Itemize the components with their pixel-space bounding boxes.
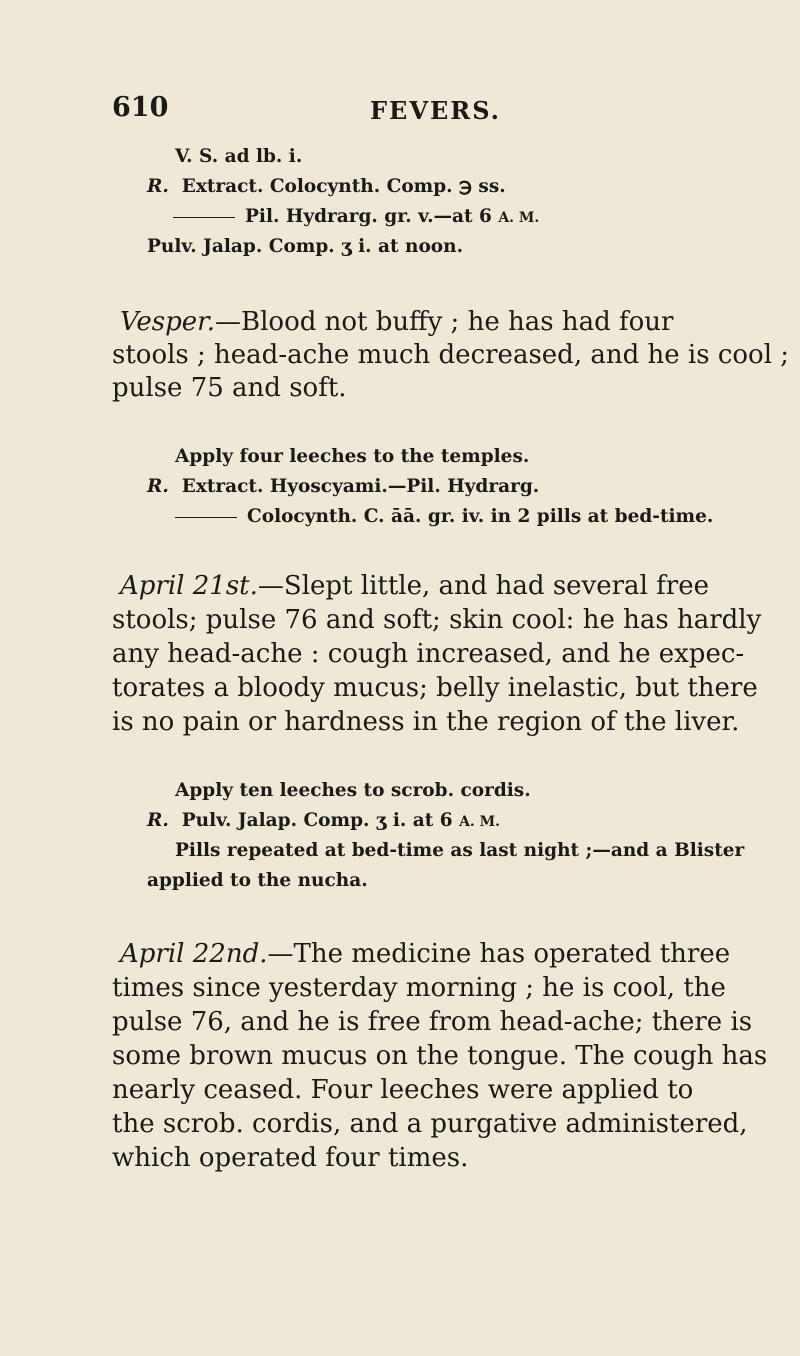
- ditto-rule: [175, 517, 237, 518]
- april22-line-7: which operated four times.: [112, 1143, 469, 1173]
- april22-line-6: the scrob. cordis, and a purgative administered,: [112, 1109, 748, 1139]
- rx3-blister: applied to the nucha.: [147, 870, 368, 891]
- recipe-symbol: R.: [147, 476, 169, 497]
- rx1-extract: Extract. Colocynth. Comp. ℈ ss.: [181, 176, 506, 197]
- vesper-line-1: [120, 306, 673, 338]
- rx1-line-extract: [147, 176, 506, 197]
- rx1-line-pil: [173, 206, 539, 227]
- april21-line-1: [120, 570, 709, 602]
- april22-line-5: nearly ceased. Four leeches were applied to: [112, 1075, 694, 1105]
- page-header: [112, 92, 712, 132]
- vesper-text-1: —Blood not buffy ; he has had four: [215, 307, 674, 337]
- rx2-line-extract: [147, 476, 539, 497]
- april22-line-3: pulse 76, and he is free from head-ache; there is: [112, 1007, 753, 1037]
- page-number: 610: [112, 92, 169, 123]
- rx2-colocynth: Colocynth. C. āā. gr. iv. in 2 pills at bed-time.: [247, 506, 714, 527]
- april22-label: April 22nd.: [120, 939, 268, 969]
- vesper-line-2: stools ; head-ache much decreased, and he is cool ;: [112, 340, 790, 370]
- april21-line-2: stools; pulse 76 and soft; skin cool: he has hardly: [112, 605, 762, 635]
- rx3-leeches: Apply ten leeches to scrob. cordis.: [175, 780, 531, 801]
- rx3-pills: Pills repeated at bed-time as last night ;—and a Blister: [175, 840, 745, 861]
- april22-line-4: some brown mucus on the tongue. The cough has: [112, 1041, 768, 1071]
- rx1-pil: Pil. Hydrarg. gr. v.—at 6: [245, 206, 492, 227]
- april21-label: April 21st.: [120, 571, 258, 601]
- recipe-symbol: R.: [147, 810, 169, 831]
- rx1-venesection: V. S. ad lb. i.: [175, 146, 303, 167]
- april21-line-4: torates a bloody mucus; belly inelastic, but there: [112, 673, 758, 703]
- rx2-leeches: Apply four leeches to the temples.: [175, 446, 530, 467]
- rx2-extract: Extract. Hyoscyami.—Pil. Hydrarg.: [181, 476, 540, 497]
- rx2-line-colocynth: [175, 506, 713, 527]
- april22-text-1: —The medicine has operated three: [267, 939, 731, 969]
- rx3-time: A. M.: [459, 814, 501, 830]
- ditto-rule: [173, 217, 235, 218]
- april21-text-1: —Slept little, and had several free: [257, 571, 709, 601]
- april22-line-2: times since yesterday morning ; he is cool, the: [112, 973, 726, 1003]
- vesper-label: Vesper.: [120, 307, 215, 337]
- rx1-pulv: Pulv. Jalap. Comp. ʒ i. at noon.: [147, 236, 464, 257]
- april21-line-5: is no pain or hardness in the region of the liver.: [112, 707, 740, 737]
- running-head: FEVERS.: [370, 96, 502, 125]
- april21-line-3: any head-ache : cough increased, and he expec-: [112, 639, 745, 669]
- rx3-pulv: Pulv. Jalap. Comp. ʒ i. at 6: [181, 810, 453, 831]
- rx1-time: A. M.: [498, 210, 540, 226]
- april22-line-1: [120, 938, 730, 970]
- vesper-line-3: pulse 75 and soft.: [112, 373, 347, 403]
- recipe-symbol: R.: [147, 176, 169, 197]
- rx3-line-pulv: [147, 810, 500, 831]
